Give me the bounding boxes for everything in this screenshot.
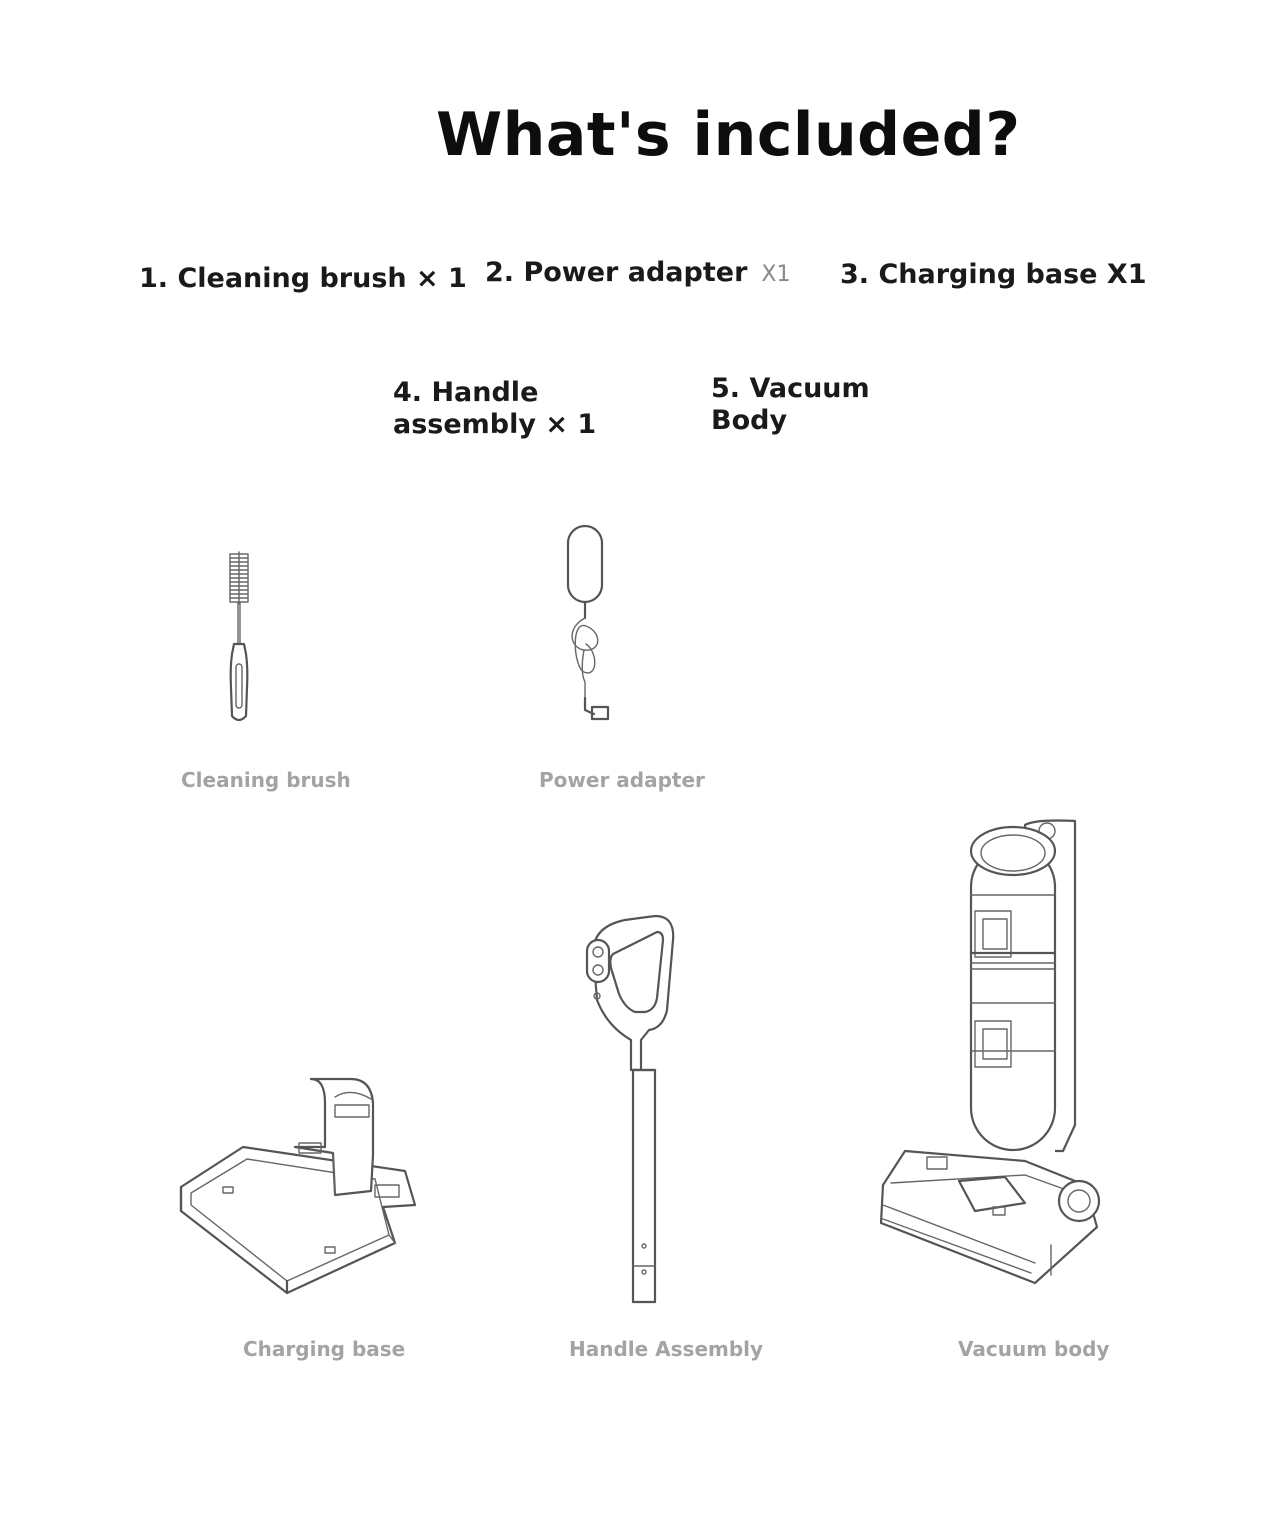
caption-handle-assembly: Handle Assembly <box>569 1337 764 1361</box>
cleaning-brush-illustration <box>215 548 265 728</box>
item-cleaning-brush: 1. Cleaning brush × 1 <box>139 263 467 294</box>
caption-power-adapter: Power adapter <box>539 768 705 792</box>
item-vacuum-body-line2: Body <box>711 405 788 436</box>
handle-assembly-illustration <box>575 910 685 1310</box>
item-vacuum-body-line1: 5. Vacuum <box>711 373 870 404</box>
page-title: What's included? <box>436 100 1021 170</box>
vacuum-body-illustration <box>875 815 1105 1295</box>
item-handle-assembly <box>393 377 596 441</box>
item-charging-base: 3. Charging base X1 <box>840 259 1147 290</box>
caption-cleaning-brush: Cleaning brush <box>181 768 351 792</box>
charging-base-illustration <box>175 1075 425 1295</box>
item-handle-assembly-line1: 4. Handle <box>393 377 539 408</box>
item-handle-assembly-line2: assembly × 1 <box>393 409 597 440</box>
item-power-adapter-label: 2. Power adapter <box>485 257 748 288</box>
item-power-adapter <box>485 257 790 291</box>
caption-vacuum-body: Vacuum body <box>958 1337 1110 1361</box>
power-adapter-illustration <box>550 522 630 727</box>
caption-charging-base: Charging base <box>243 1337 406 1361</box>
item-vacuum-body <box>711 373 870 437</box>
item-power-adapter-qty: X1 <box>761 262 791 287</box>
